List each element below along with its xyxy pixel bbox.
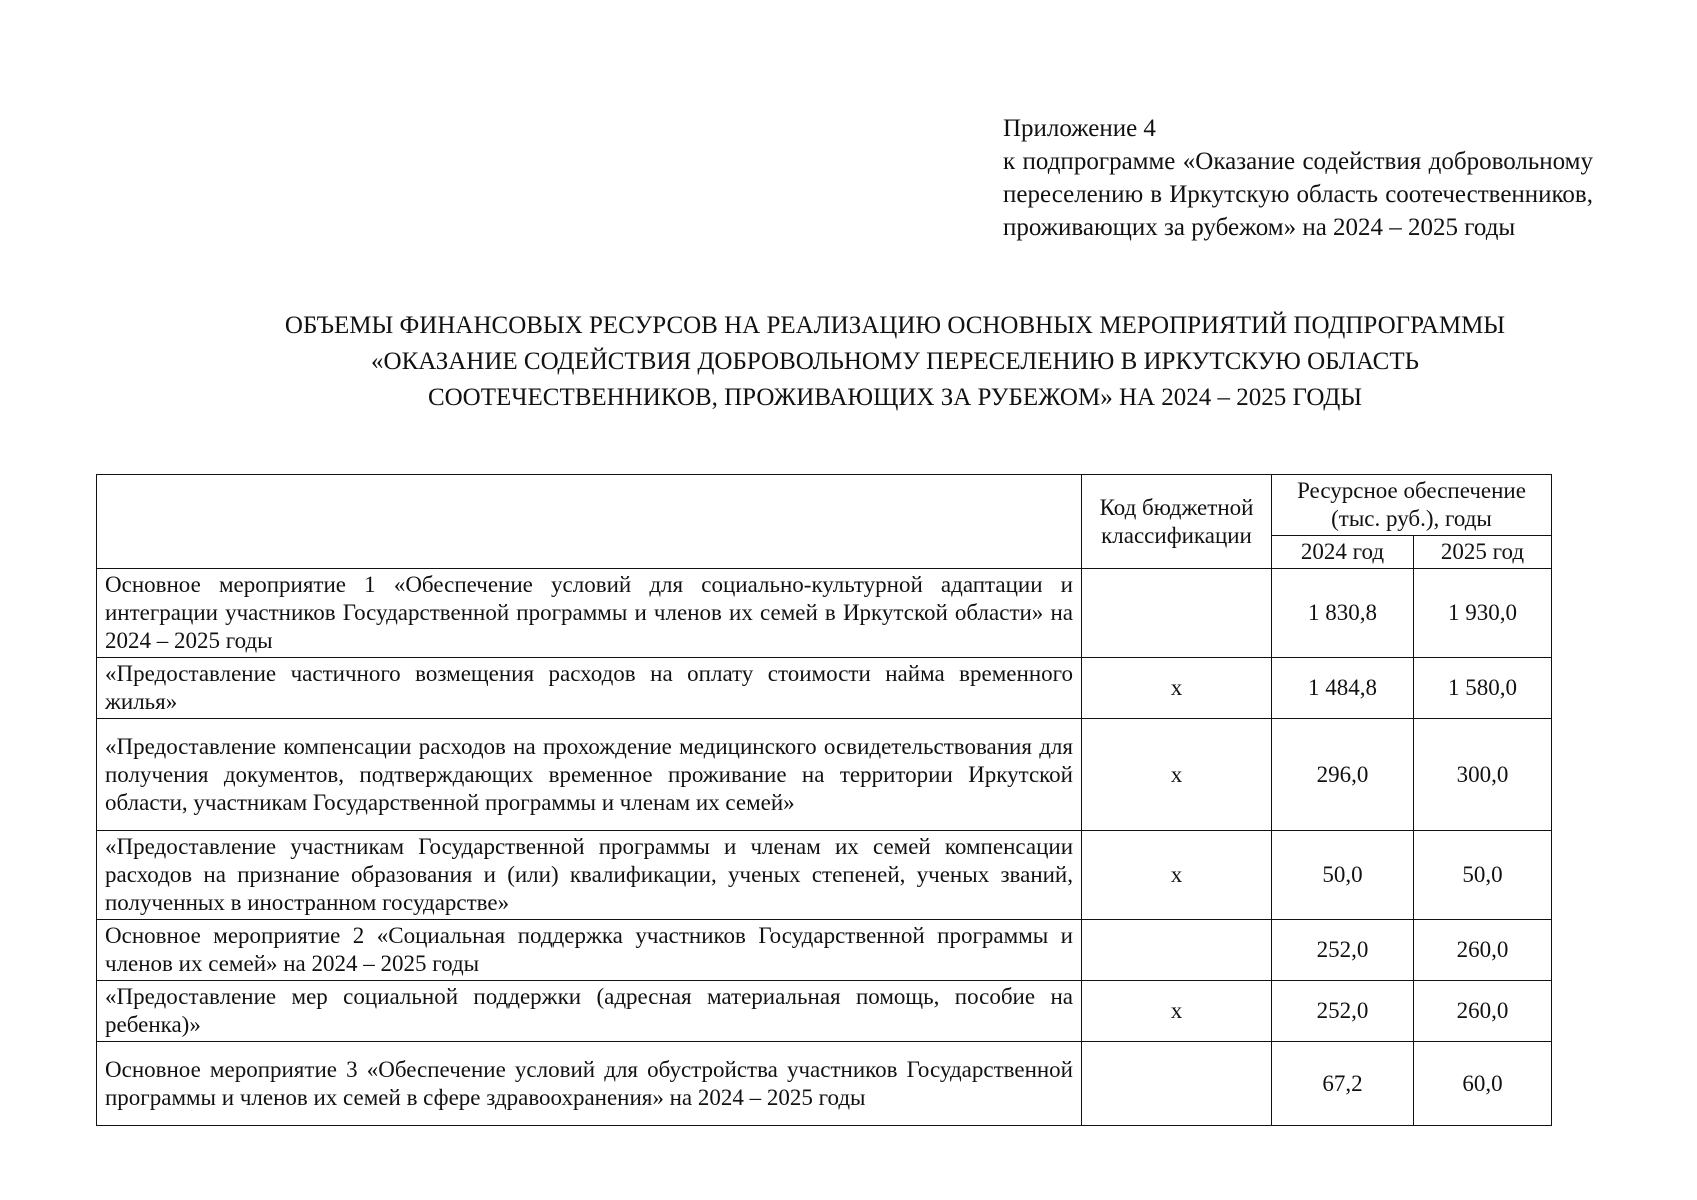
header-resources: Ресурсное обеспечение (тыс. руб.), годы — [1272, 475, 1552, 536]
row-2025: 1 580,0 — [1414, 658, 1552, 719]
document-heading — [120, 308, 1670, 416]
row-name: «Предоставление мер социальной поддержки (адресная материальная помощь, пособие на ребенка)» — [97, 981, 1082, 1042]
row-code — [1082, 920, 1272, 981]
row-name: Основное мероприятие 2 «Социальная поддержка участников Государственной программы и членов их семей» на 2024 – 2025 годы — [97, 920, 1082, 981]
financial-resources-table — [96, 474, 1552, 1126]
row-2024: 50,0 — [1272, 831, 1414, 920]
appendix-text: к подпрограмме «Оказание содействия добровольному переселению в Иркутскую область соотечественников, проживающих за рубежом» на 2024 – 2025 годы — [1003, 148, 1593, 241]
row-code — [1082, 1042, 1272, 1126]
table-header-row — [97, 475, 1552, 536]
row-2025: 300,0 — [1414, 719, 1552, 831]
heading-line-1: ОБЪЕМЫ ФИНАНСОВЫХ РЕСУРСОВ НА РЕАЛИЗАЦИЮ ОСНОВНЫХ МЕРОПРИЯТИЙ ПОДПРОГРАММЫ — [284, 312, 1506, 339]
header-year-2024: 2024 год — [1272, 536, 1414, 569]
row-2024: 1 484,8 — [1272, 658, 1414, 719]
row-code: х — [1082, 981, 1272, 1042]
table-row — [97, 831, 1552, 920]
appendix-title: Приложение 4 — [1003, 115, 1156, 142]
row-2024: 252,0 — [1272, 981, 1414, 1042]
row-name: «Предоставление компенсации расходов на прохождение медицинского освидетельствования для получения документов, подтверждающих временное проживание на территории Иркутской области, участникам Государственной программы и членам их семей» — [97, 719, 1082, 831]
heading-line-3: СООТЕЧЕСТВЕННИКОВ, ПРОЖИВАЮЩИХ ЗА РУБЕЖОМ» НА 2024 – 2025 ГОДЫ — [427, 384, 1363, 411]
row-name: Основное мероприятие 1 «Обеспечение условий для социально-культурной адаптации и интеграции участников Государственной программы и членов их семей в Иркутской области» на 2024 – 2025 годы — [97, 569, 1082, 658]
appendix-block — [1003, 112, 1593, 244]
table-row — [97, 658, 1552, 719]
header-budget-code: Код бюджетной классификации — [1082, 475, 1272, 569]
row-2025: 1 930,0 — [1414, 569, 1552, 658]
row-2024: 1 830,8 — [1272, 569, 1414, 658]
row-code: х — [1082, 658, 1272, 719]
row-code: х — [1082, 719, 1272, 831]
row-code — [1082, 569, 1272, 658]
row-2025: 260,0 — [1414, 981, 1552, 1042]
row-name: «Предоставление участникам Государственной программы и членам их семей компенсации расходов на признание образования и (или) квалификации, ученых степеней, ученых званий, полученных в иностранном государстве» — [97, 831, 1082, 920]
row-name: Основное мероприятие 3 «Обеспечение условий для обустройства участников Государственной программы и членов их семей в сфере здравоохранения» на 2024 – 2025 годы — [97, 1042, 1082, 1126]
table-row — [97, 981, 1552, 1042]
row-2024: 67,2 — [1272, 1042, 1414, 1126]
row-2024: 252,0 — [1272, 920, 1414, 981]
table-row — [97, 569, 1552, 658]
row-2025: 260,0 — [1414, 920, 1552, 981]
header-name-cell — [97, 475, 1082, 569]
row-2025: 50,0 — [1414, 831, 1552, 920]
table-row — [97, 719, 1552, 831]
table-row — [97, 1042, 1552, 1126]
table-row — [97, 920, 1552, 981]
row-2024: 296,0 — [1272, 719, 1414, 831]
header-year-2025: 2025 год — [1414, 536, 1552, 569]
row-code: х — [1082, 831, 1272, 920]
row-name: «Предоставление частичного возмещения расходов на оплату стоимости найма временного жилья» — [97, 658, 1082, 719]
row-2025: 60,0 — [1414, 1042, 1552, 1126]
heading-line-2: «ОКАЗАНИЕ СОДЕЙСТВИЯ ДОБРОВОЛЬНОМУ ПЕРЕСЕЛЕНИЮ В ИРКУТСКУЮ ОБЛАСТЬ — [371, 348, 1419, 375]
